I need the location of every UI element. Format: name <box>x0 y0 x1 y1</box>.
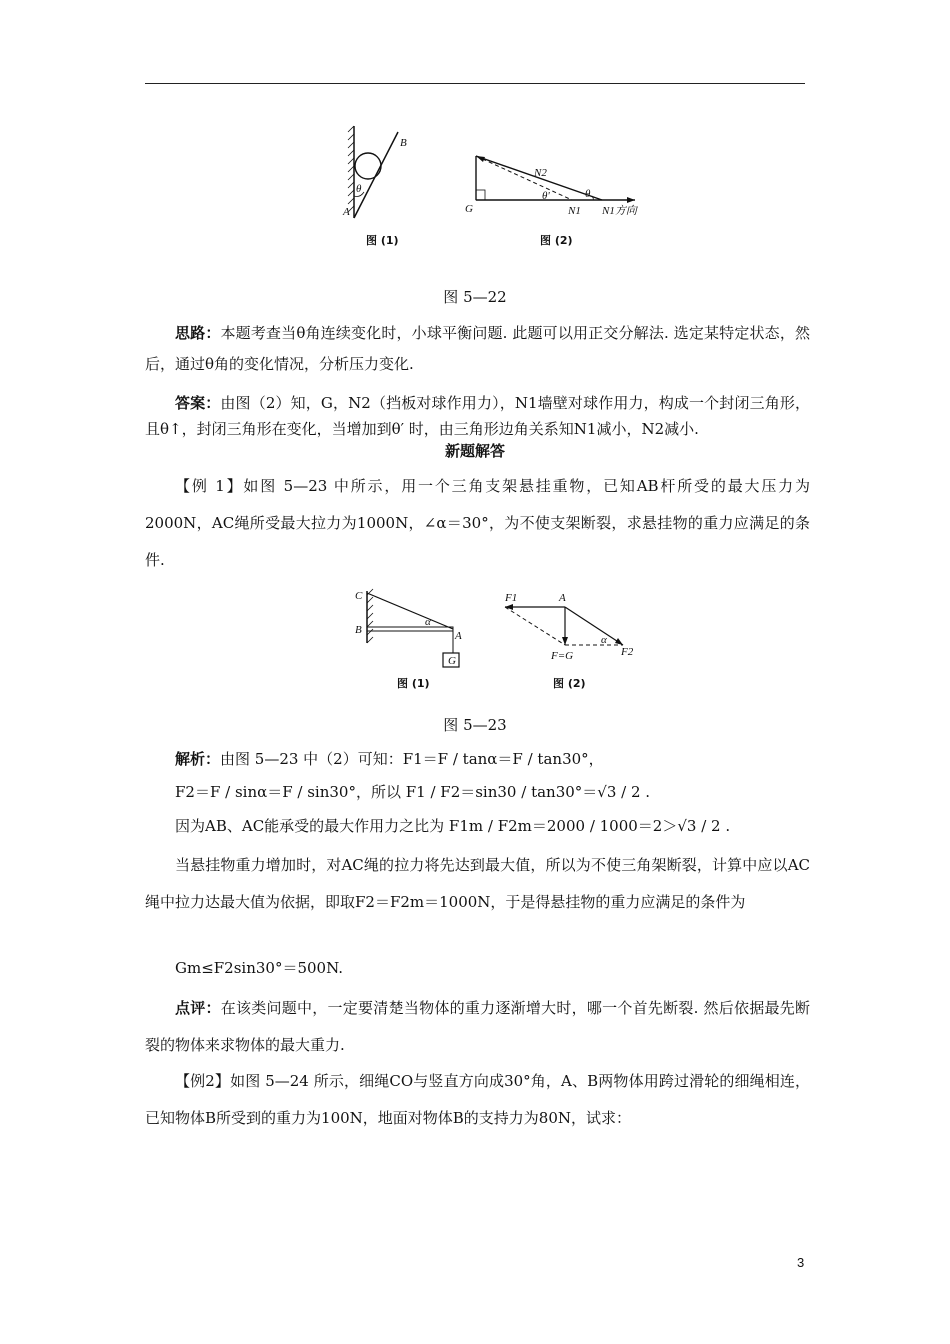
comment-paragraph <box>145 990 810 1064</box>
answer-paragraph <box>145 390 810 442</box>
silu-label: 思路： <box>175 324 221 342</box>
fig523-point-c: C <box>355 590 363 602</box>
figure-caption-5-23: 图 5—23 <box>443 716 507 734</box>
answer-label: 答案： <box>175 394 221 412</box>
analysis-label: 解析： <box>175 750 221 768</box>
analysis-paragraph: 当悬挂物重力增加时，对AC绳的拉力将先达到最大值，所以为不使三角架断裂，计算中应以AC绳中拉力达最大值为依据，即取F2＝F2m＝1000N，于是得悬挂物的重力应满足的条件为 <box>145 856 810 911</box>
fig523-f2: F2 <box>621 646 634 658</box>
fig523-point-a-2: A <box>559 592 566 604</box>
fig523-f1: F1 <box>505 592 518 604</box>
fig522-g: G <box>465 203 473 215</box>
fig522-point-a: A <box>343 206 350 218</box>
fig522-label-2: 图 (2) <box>540 234 573 247</box>
analysis-line-2: F2＝F / sinα＝F / sin30°，所以 F1 / F2＝sin30 / tan30°＝√3 / 2 . <box>175 783 651 801</box>
comment-text: 在该类问题中，一定要清楚当物体的重力逐渐增大时，哪一个首先断裂. 然后依据最先断裂的物体来求物体的最大重力. <box>145 999 810 1054</box>
fig522-label-1: 图 (1) <box>366 234 399 247</box>
figure-5-22-drawing <box>330 118 650 258</box>
figure-5-23-drawing <box>345 585 645 695</box>
header-rule <box>145 83 805 84</box>
fig523-point-a: A <box>455 630 462 642</box>
figure-5-22 <box>330 118 650 258</box>
fig522-theta-2: θ <box>585 188 591 200</box>
analysis-line-3: 因为AB、AC能承受的最大作用力之比为 F1m / F2m＝2000 / 1000＝2＞√3 / 2 . <box>175 817 731 835</box>
comment-label: 点评： <box>175 999 221 1017</box>
figure-caption-5-22: 图 5—22 <box>443 288 507 306</box>
example-2-text: 【例2】如图 5—24 所示，细绳CO与竖直方向成30°角，A、B两物体用跨过滑轮的细绳相连，已知物体B所受到的重力为100N，地面对物体B的支持力为80N，试求： <box>145 1072 810 1127</box>
fig523-point-b: B <box>355 624 362 636</box>
page-number: 3 <box>797 1255 805 1270</box>
fig522-n1: N1 <box>568 205 581 217</box>
answer-text: 由图（2）知，G，N2（挡板对球作用力），N1墙壁对球作用力，构成一个封闭三角形，且θ↑，封闭三角形在变化，当增加到θ′ 时，由三角形边角关系知N1减小，N2减小. <box>145 394 810 438</box>
fig523-alpha: α <box>425 616 431 628</box>
analysis-result: Gm≤F2sin30°＝500N. <box>175 959 344 977</box>
silu-paragraph <box>145 318 810 380</box>
fig523-label-2: 图 (2) <box>553 677 586 690</box>
fig522-n1-direction: N1方向 <box>602 205 637 217</box>
fig522-n2: N2 <box>534 167 547 179</box>
figure-5-23 <box>345 585 645 695</box>
fig523-g: G <box>448 655 456 667</box>
fig522-point-b: B <box>400 137 407 149</box>
analysis-line-1-text: 由图 5—23 中（2）可知：F1＝F / tanα＝F / tan30°， <box>220 750 604 768</box>
fig522-theta: θ <box>356 183 362 195</box>
fig523-label-1: 图 (1) <box>397 677 430 690</box>
fig523-alpha-2: α <box>601 634 607 646</box>
analysis-line-1 <box>175 748 604 769</box>
fig522-theta-prime: θ' <box>542 190 550 202</box>
example-1-text: 【例 1】如图 5—23 中所示，用一个三角支架悬挂重物，已知AB杆所受的最大压力为2000N，AC绳所受最大拉力为1000N，∠α＝30°，为不使支架断裂，求悬挂物的重力应满足的条件. <box>145 477 810 569</box>
section-title: 新题解答 <box>444 442 505 460</box>
fig523-f-equals-g: F=G <box>551 650 574 662</box>
silu-text: 本题考查当θ角连续变化时，小球平衡问题. 此题可以用正交分解法. 选定某特定状态，然后，通过θ角的变化情况，分析压力变化. <box>145 324 810 373</box>
